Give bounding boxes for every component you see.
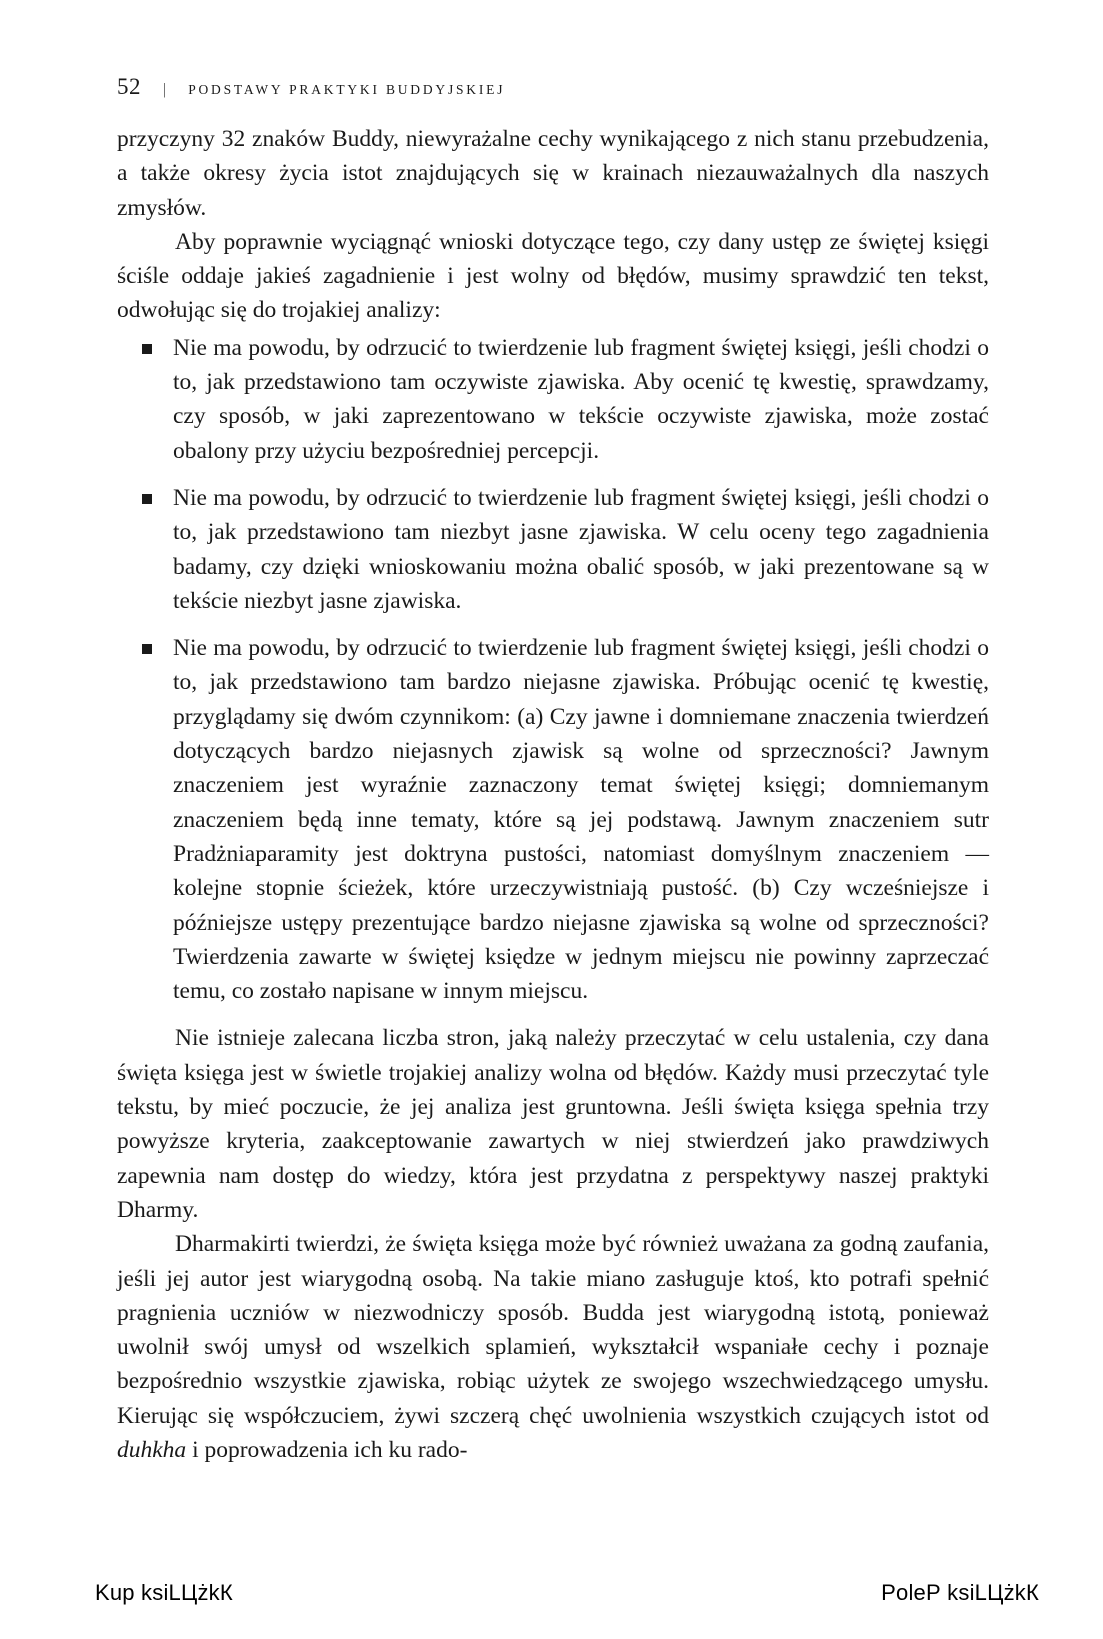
paragraph-dharmakirti bbox=[117, 1227, 989, 1467]
running-book-title: PODSTAWY PRAKTYKI BUDDYJSKIEJ bbox=[188, 82, 506, 97]
criteria-list bbox=[117, 331, 989, 1009]
paragraph-text: Dharmakirti twierdzi, że święta księga może być również uważana za godną zaufania, jeśli jej autor jest wiarygodną osobą. Na takie miano zasługuje ktoś, kto potrafi spełnić pragnienia uczniów w niezwodniczy sposób. Budda jest wiarygodną istotą, ponieważ uwolnił swój umysł od wszelkich splamień, wykształcił wspaniałe cechy i poznaje bezpośrednio wszystkie zjawiska, robiąc użytek ze swojego wszechwiedzącego umysłu. Kierując się współczuciem, żywi szczerą chęć uwolnienia wszystkich czujących istot od bbox=[117, 1231, 989, 1429]
criteria-text: Nie ma powodu, by odrzucić to twierdzenie lub fragment świętej księgi, jeśli chodzi o to, jak przedstawiono tam bardzo niejasne zjawiska. Próbując ocenić tę kwestię, przyglądamy się dwóm czynnikom: (a) Czy jawne i domniemane znaczenia twierdzeń dotyczących bardzo niejasnych zjawisk są wolne od sprzeczności? Jawnym znaczeniem jest wyraźnie zaznaczony temat świętej księgi; domniemanym znaczeniem będą inne tematy, które są jej podstawą. Jawnym znaczeniem sutr Pradżniaparamity jest doktryna pustości, natomiast domyślnym znaczeniem — kolejne stopnie ścieżek, które urzeczywistniają pustość. (b) Czy wcześniejsze i późniejsze ustępy prezentujące bardzo niejasne zjawiska są wolne od sprzeczności? Twierdzenia zawarte w świętej księdze w jednym miejscu nie powinny zaprzeczać temu, co zostało napisane w innym miejscu. bbox=[173, 635, 989, 1005]
buy-book-link[interactable]: Kup ksiLЦżkК bbox=[95, 1580, 233, 1605]
paragraph-triple-analysis: Aby poprawnie wyciągnąć wnioski dotyczące tego, czy dany ustęp ze świętej księgi ściśle oddaje jakieś zagadnienie i jest wolny od błędów, musimy sprawdzić ten tekst, odwołując się do trojakiej analizy: bbox=[117, 228, 989, 324]
criteria-list-item bbox=[173, 631, 989, 1008]
square-bullet-icon bbox=[142, 494, 152, 504]
running-header bbox=[117, 74, 505, 104]
header-separator: | bbox=[163, 81, 167, 98]
square-bullet-icon bbox=[142, 344, 152, 354]
recommend-book-link[interactable]: PoleР ksiLЦżkК bbox=[881, 1580, 1039, 1605]
paragraph-text: i poprowadzenia ich ku rado- bbox=[186, 1436, 468, 1463]
criteria-text: Nie ma powodu, by odrzucić to twierdzenie lub fragment świętej księgi, jeśli chodzi o to, jak przedstawiono tam oczywiste zjawiska. Aby ocenić tę kwestię, sprawdzamy, czy sposób, w jaki zaprezentowano w tekście oczywiste zjawiska, może zostać obalony przy użyciu bezpośredniej percepcji. bbox=[173, 334, 989, 464]
paragraph-reading-amount: Nie istnieje zalecana liczba stron, jaką należy przeczytać w celu ustalenia, czy dana święta księga jest w świetle trojakiej analizy wolna od błędów. Każdy musi przeczytać tyle tekstu, by mieć poczucie, że jej analiza jest gruntowna. Jeśli święta księga spełnia trzy powyższe kryteria, zaakceptowanie zawartych w niej stwierdzeń jako prawdziwych zapewnia nam dostęp do wiedzy, która jest przydatna z perspektywy naszej praktyki Dharmy. bbox=[117, 1025, 989, 1223]
criteria-list-item bbox=[173, 481, 989, 618]
page-number: 52 bbox=[117, 74, 141, 99]
continued-paragraph: przyczyny 32 znaków Buddy, niewyrażalne cechy wynikającego z nich stanu przebudzenia, a także okresy życia istot znajdujących się w krainach niezauważalnych dla naszych zmysłów. bbox=[117, 126, 989, 221]
body-text bbox=[117, 122, 989, 1467]
criteria-text: Nie ma powodu, by odrzucić to twierdzenie lub fragment świętej księgi, jeśli chodzi o to, jak przedstawiono tam niezbyt jasne zjawiska. W celu oceny tego zagadnienia badamy, czy dzięki wnioskowaniu można obalić sposób, w jaki prezentowane są w tekście niezbyt jasne zjawiska. bbox=[173, 484, 989, 614]
square-bullet-icon bbox=[142, 644, 152, 654]
italic-term: duhkha bbox=[117, 1436, 187, 1463]
criteria-list-item bbox=[173, 331, 989, 468]
